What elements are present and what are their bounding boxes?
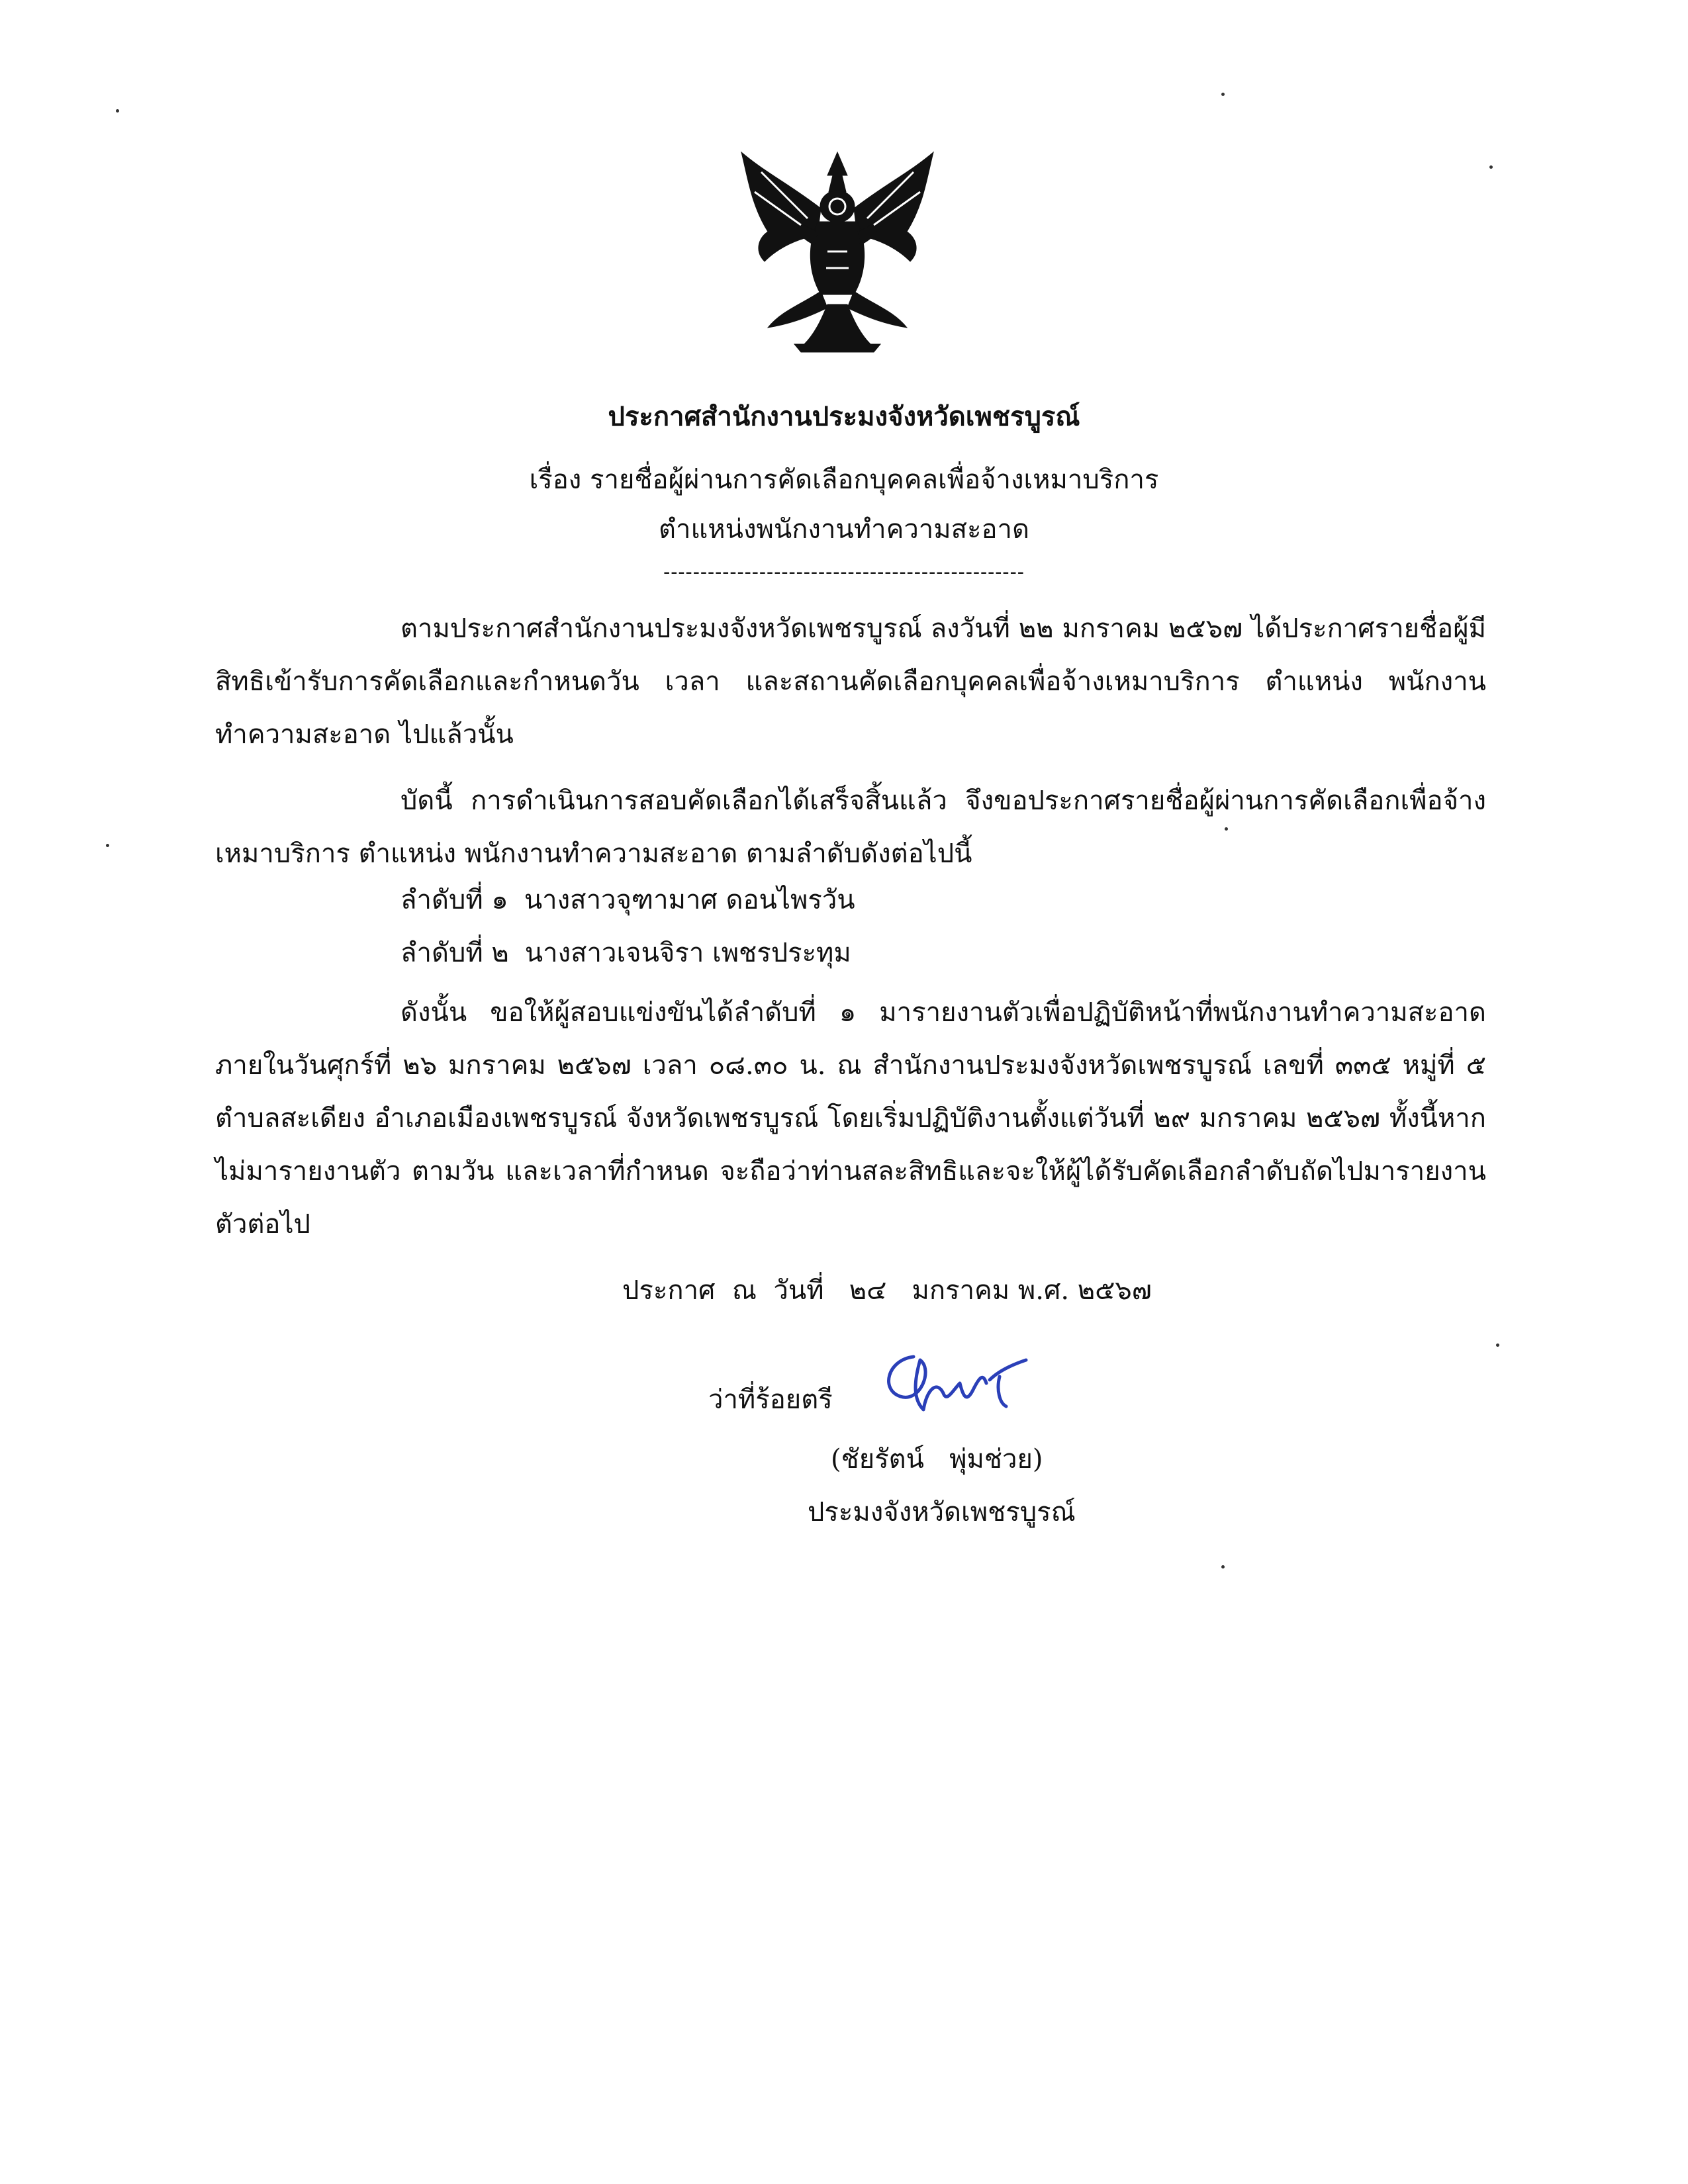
rank-label: ลำดับที่ ๑ bbox=[400, 885, 508, 915]
announcement-subject: เรื่อง รายชื่อผู้ผ่านการคัดเลือกบุคคลเพื่อจ้างเหมาบริการ bbox=[529, 465, 1159, 495]
announcement-position: ตำแหน่งพนักงานทำความสะอาด bbox=[659, 514, 1029, 545]
body-paragraph-3: ดังนั้น ขอให้ผู้สอบแข่งขันได้ลำดับที่ ๑ มารายงานตัวเพื่อปฏิบัติหน้าที่พนักงานทำความสะอาด ภายในวันศุกร์ที่ ๒๖ มกราคม ๒๕๖๗ เวลา ๐๘.๓๐ น. ณ สำนักงานประมงจังหวัดเพชรบูรณ์ เลขที่ ๓๓๕ หมู่ที่ ๕ ตำบลสะเดียง อำเภอเมืองเพชรบูรณ์ จังหวัดเพชรบูรณ์ โดยเริ่มปฏิบัติงานตั้งแต่วันที่ ๒๙ มกราคม ๒๕๖๗ ทั้งนี้หากไม่มารายงานตัว ตามวัน และเวลาที่กำหนด จะถือว่าท่านสละสิทธิและจะให้ผู้ได้รับคัดเลือกลำดับถัดไปมารายงานตัวต่อไป bbox=[215, 997, 1486, 1240]
announcement-title: ประกาศสำนักงานประมงจังหวัดเพชรบูรณ์ bbox=[608, 401, 1080, 432]
body-paragraph-2: บัดนี้ การดำเนินการสอบคัดเลือกได้เสร็จสิ้นแล้ว จึงขอประกาศรายชื่อผู้ผ่านการคัดเลือกเพื่อจ้างเหมาบริการ ตำแหน่ง พนักงานทำความสะอาด ตามลำดับดังต่อไปนี้ bbox=[215, 786, 1486, 869]
list-item bbox=[400, 874, 855, 927]
rank-label: ลำดับที่ ๒ bbox=[400, 938, 509, 968]
scan-speck bbox=[1496, 1343, 1499, 1347]
scan-speck bbox=[1489, 165, 1493, 169]
body-paragraph-1: ตามประกาศสำนักงานประมงจังหวัดเพชรบูรณ์ ลงวันที่ ๒๒ มกราคม ๒๕๖๗ ได้ประกาศรายชื่อผู้มีสิทธิเข้ารับการคัดเลือกและกำหนดวัน เวลา และสถานคัดเลือกบุคคลเพื่อจ้างเหมาบริการ ตำแหน่ง พนักงานทำความสะอาด ไปแล้วนั้น bbox=[215, 614, 1486, 750]
candidate-name: นางสาวเจนจิรา เพชรประทุม bbox=[524, 938, 851, 968]
announcement-date: ประกาศ ณ วันที่ ๒๔ มกราคม พ.ศ. ๒๕๖๗ bbox=[622, 1275, 1152, 1306]
signer-title: ประมงจังหวัดเพชรบูรณ์ bbox=[808, 1497, 1076, 1527]
scan-speck bbox=[106, 844, 109, 847]
garuda-emblem-icon bbox=[728, 146, 947, 357]
list-item bbox=[400, 927, 855, 979]
candidate-name: นางสาวจุฑามาศ ดอนไพรวัน bbox=[524, 885, 855, 915]
scan-speck bbox=[1221, 1565, 1225, 1569]
signer-name: (ชัยรัตน์ พุ่มช่วย) bbox=[831, 1444, 1043, 1475]
header-divider: ------------------------------------------------- bbox=[663, 561, 1025, 584]
scan-speck bbox=[1225, 827, 1228, 831]
scan-speck bbox=[116, 109, 119, 113]
signature bbox=[874, 1343, 1072, 1423]
ranked-candidate-list bbox=[400, 874, 855, 979]
scan-speck bbox=[1221, 93, 1225, 96]
signer-rank: ว่าที่ร้อยตรี bbox=[708, 1385, 833, 1415]
